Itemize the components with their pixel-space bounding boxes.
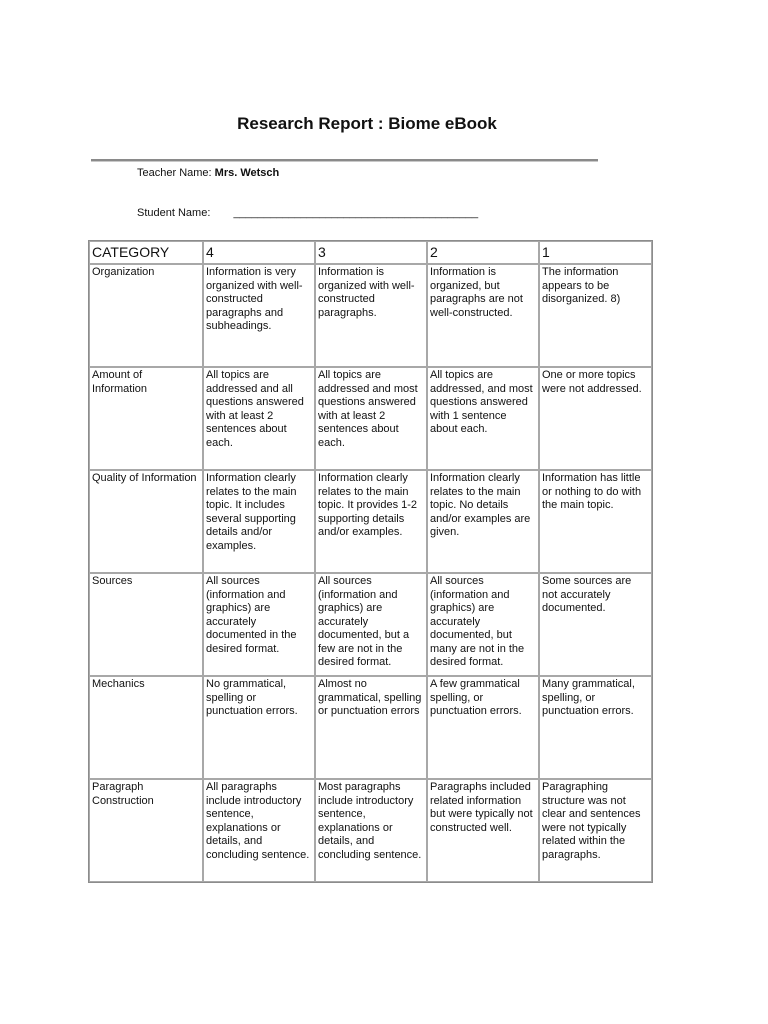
header-category: CATEGORY xyxy=(89,241,203,264)
table-row xyxy=(89,367,652,470)
table-cell: Information clearly relates to the main topic. It includes several supporting details and/or examples. xyxy=(203,470,315,573)
table-cell: Information is organized, but paragraphs are not well-constructed. xyxy=(427,264,539,367)
horizontal-divider xyxy=(91,159,598,162)
table-cell: Most paragraphs include introductory sentence, explanations or details, and concluding sentence. xyxy=(315,779,427,882)
student-name-blank: ________________________________________ xyxy=(233,207,479,219)
student-name-line xyxy=(137,207,478,219)
table-cell: Information is very organized with well-constructed paragraphs and subheadings. xyxy=(203,264,315,367)
row-category-organization: Organization xyxy=(89,264,203,367)
row-category-sources: Sources xyxy=(89,573,203,676)
page-title: Research Report : Biome eBook xyxy=(237,114,497,133)
table-cell: All topics are addressed, and most questions answered with 1 sentence about each. xyxy=(427,367,539,470)
table-row xyxy=(89,676,652,779)
table-cell: One or more topics were not addressed. xyxy=(539,367,652,470)
header-score-4: 4 xyxy=(203,241,315,264)
table-cell: All sources (information and graphics) are accurately documented in the desired format. xyxy=(203,573,315,676)
table-cell: The information appears to be disorganized. 8) xyxy=(539,264,652,367)
table-cell: All sources (information and graphics) are accurately documented, but many are not in the desired format. xyxy=(427,573,539,676)
table-row xyxy=(89,573,652,676)
table-cell: All topics are addressed and most questions answered with at least 2 sentences about each. xyxy=(315,367,427,470)
table-cell: All paragraphs include introductory sentence, explanations or details, and concluding sentence. xyxy=(203,779,315,882)
teacher-name-value: Mrs. Wetsch xyxy=(214,167,280,179)
table-cell: Information clearly relates to the main topic. No details and/or examples are given. xyxy=(427,470,539,573)
table-cell: Information clearly relates to the main topic. It provides 1-2 supporting details and/or examples. xyxy=(315,470,427,573)
table-cell: Paragraphing structure was not clear and sentences were not typically related within the paragraphs. xyxy=(539,779,652,882)
table-cell: All sources (information and graphics) are accurately documented, but a few are not in the desired format. xyxy=(315,573,427,676)
teacher-name-line xyxy=(137,167,279,179)
table-cell: No grammatical, spelling or punctuation errors. xyxy=(203,676,315,779)
table-row xyxy=(89,264,652,367)
table-cell: Paragraphs included related information but were typically not constructed well. xyxy=(427,779,539,882)
header-score-1: 1 xyxy=(539,241,652,264)
row-category-quality-of-information: Quality of Information xyxy=(89,470,203,573)
table-cell: Information has little or nothing to do with the main topic. xyxy=(539,470,652,573)
table-cell: Many grammatical, spelling, or punctuation errors. xyxy=(539,676,652,779)
table-cell: Almost no grammatical, spelling or punctuation errors xyxy=(315,676,427,779)
table-cell: All topics are addressed and all questions answered with at least 2 sentences about each. xyxy=(203,367,315,470)
table-cell: Information is organized with well-constructed paragraphs. xyxy=(315,264,427,367)
header-score-3: 3 xyxy=(315,241,427,264)
row-category-paragraph-construction: Paragraph Construction xyxy=(89,779,203,882)
header-row xyxy=(89,241,652,264)
table-cell: Some sources are not accurately documented. xyxy=(539,573,652,676)
table-cell: A few grammatical spelling, or punctuation errors. xyxy=(427,676,539,779)
row-category-mechanics: Mechanics xyxy=(89,676,203,779)
header-score-2: 2 xyxy=(427,241,539,264)
row-category-amount-of-information: Amount of Information xyxy=(89,367,203,470)
student-name-label: Student Name: xyxy=(137,207,211,219)
teacher-name-label: Teacher Name: xyxy=(137,167,212,179)
table-row xyxy=(89,779,652,882)
table-row xyxy=(89,470,652,573)
rubric-table xyxy=(88,240,653,883)
